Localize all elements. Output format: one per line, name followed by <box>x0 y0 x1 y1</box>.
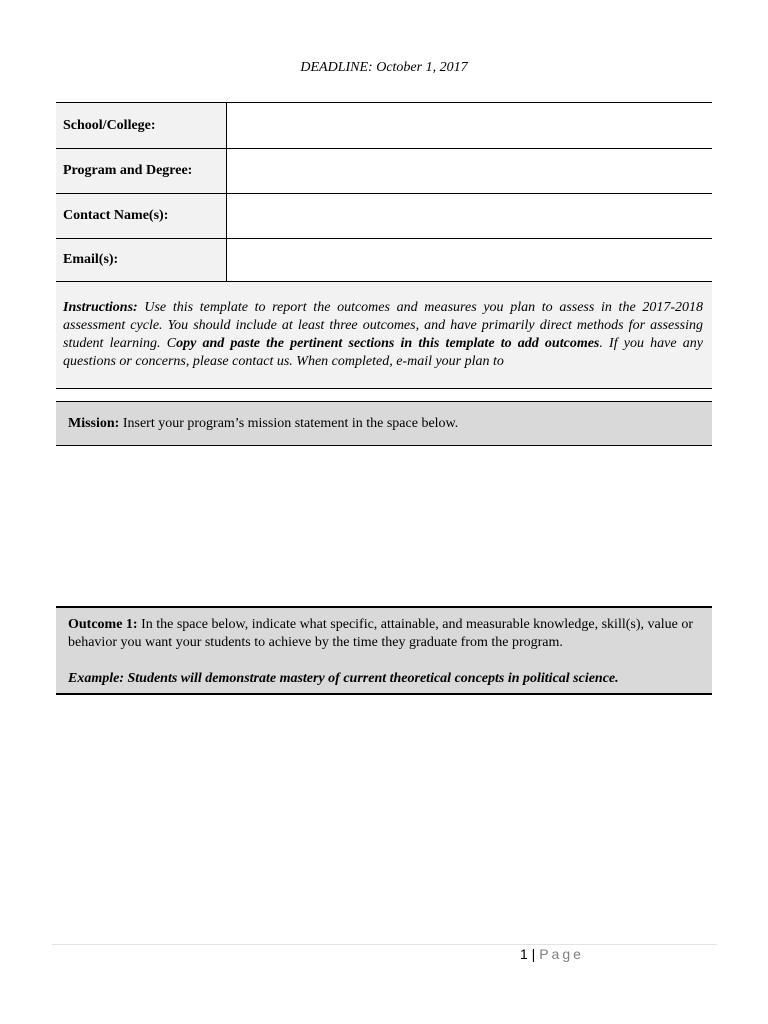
mission-lead: Mission: <box>68 416 120 431</box>
program-degree-field[interactable] <box>227 149 713 194</box>
program-degree-label: Program and Degree: <box>56 149 227 194</box>
info-row-contact <box>56 194 712 239</box>
page-footer <box>520 946 584 962</box>
outcome-1-example: Example: Students will demonstrate mastery of current theoretical concepts in political science. <box>68 671 619 686</box>
outcome-1-description <box>68 616 700 652</box>
outcome-1-lead: Outcome 1: <box>68 617 138 632</box>
page-number: 1 <box>520 946 528 962</box>
info-row-school <box>56 103 712 149</box>
mission-text: Insert your program’s mission statement in the space below. <box>119 416 459 431</box>
instructions-emphasis: opy and paste the pertinent sections in this template to add outcomes <box>176 336 600 351</box>
deadline-heading: DEADLINE: October 1, 2017 <box>300 60 468 75</box>
instructions-text: Use this template to report the outcomes and measures you plan to assess in the 2017-2018 assessment cycle. You should include at least three outcomes, and have primarily direct methods for assessing student learning. C <box>63 300 703 351</box>
page-word: Page <box>539 946 584 962</box>
contact-name-field[interactable] <box>227 194 713 239</box>
program-info-table <box>56 102 712 282</box>
instructions-box <box>56 282 712 389</box>
contact-name-label: Contact Name(s): <box>56 194 227 239</box>
outcome-1-text: In the space below, indicate what specific, attainable, and measurable knowledge, skill(s), value or behavior you want your students to achieve by the time they graduate from the program. <box>68 617 693 650</box>
info-row-program <box>56 149 712 194</box>
mission-box <box>56 401 712 446</box>
page-separator: | <box>527 946 540 962</box>
footer-divider <box>52 944 717 945</box>
instructions-lead: Instructions: <box>63 300 138 315</box>
email-label: Email(s): <box>56 239 227 282</box>
school-college-label: School/College: <box>56 103 227 149</box>
instructions-text-end: . If you have any questions or concerns, please contact us. When completed, e-mail your plan to <box>63 336 703 369</box>
outcome-1-box <box>56 606 712 695</box>
email-field[interactable] <box>227 239 713 282</box>
school-college-field[interactable] <box>227 103 713 149</box>
info-row-email <box>56 239 712 282</box>
